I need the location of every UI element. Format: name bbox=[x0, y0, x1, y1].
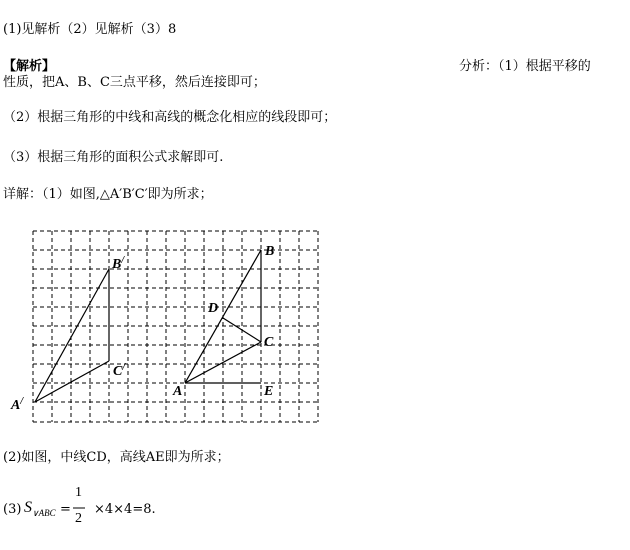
label-d: D bbox=[208, 301, 219, 316]
fraction-denominator: 2 bbox=[75, 511, 82, 526]
label-b-prime: B/ bbox=[112, 255, 125, 272]
analysis-step1-continued: 性质，把A、B、C三点平移，然后连接即可； bbox=[3, 75, 266, 90]
fraction-numerator: 1 bbox=[75, 485, 82, 500]
answer-line: (1)见解析（2）见解析（3）8 bbox=[3, 22, 177, 37]
detail-step1: 详解：（1）如图,△A′B′C′即为所求； bbox=[3, 187, 213, 202]
label-a: A bbox=[173, 384, 183, 399]
analysis-step3: （3）根据三角形的面积公式求解即可. bbox=[3, 150, 224, 165]
label-c-prime: C/ bbox=[113, 362, 126, 379]
label-e: E bbox=[264, 384, 274, 399]
detail-step2: (2)如图，中线CD，高线AE即为所求； bbox=[3, 450, 230, 465]
label-a-prime: A/ bbox=[11, 396, 24, 413]
equals-sign: = bbox=[60, 502, 71, 517]
label-c: C bbox=[264, 335, 274, 350]
analysis-heading: 【解析】 bbox=[3, 59, 56, 74]
area-calculation: ×4×4=8. bbox=[94, 502, 156, 517]
triangle-a-prime-b-prime-c-prime bbox=[35, 269, 109, 402]
analysis-step2: （2）根据三角形的中线和高线的概念化相应的线段即可； bbox=[3, 110, 337, 125]
label-b: B bbox=[265, 244, 275, 259]
analysis-intro-right: 分析：（1）根据平移的 bbox=[459, 59, 591, 74]
detail-step3-prefix: (3) bbox=[3, 502, 22, 517]
area-symbol: $S_{\vee ABC}$ bbox=[24, 499, 56, 518]
